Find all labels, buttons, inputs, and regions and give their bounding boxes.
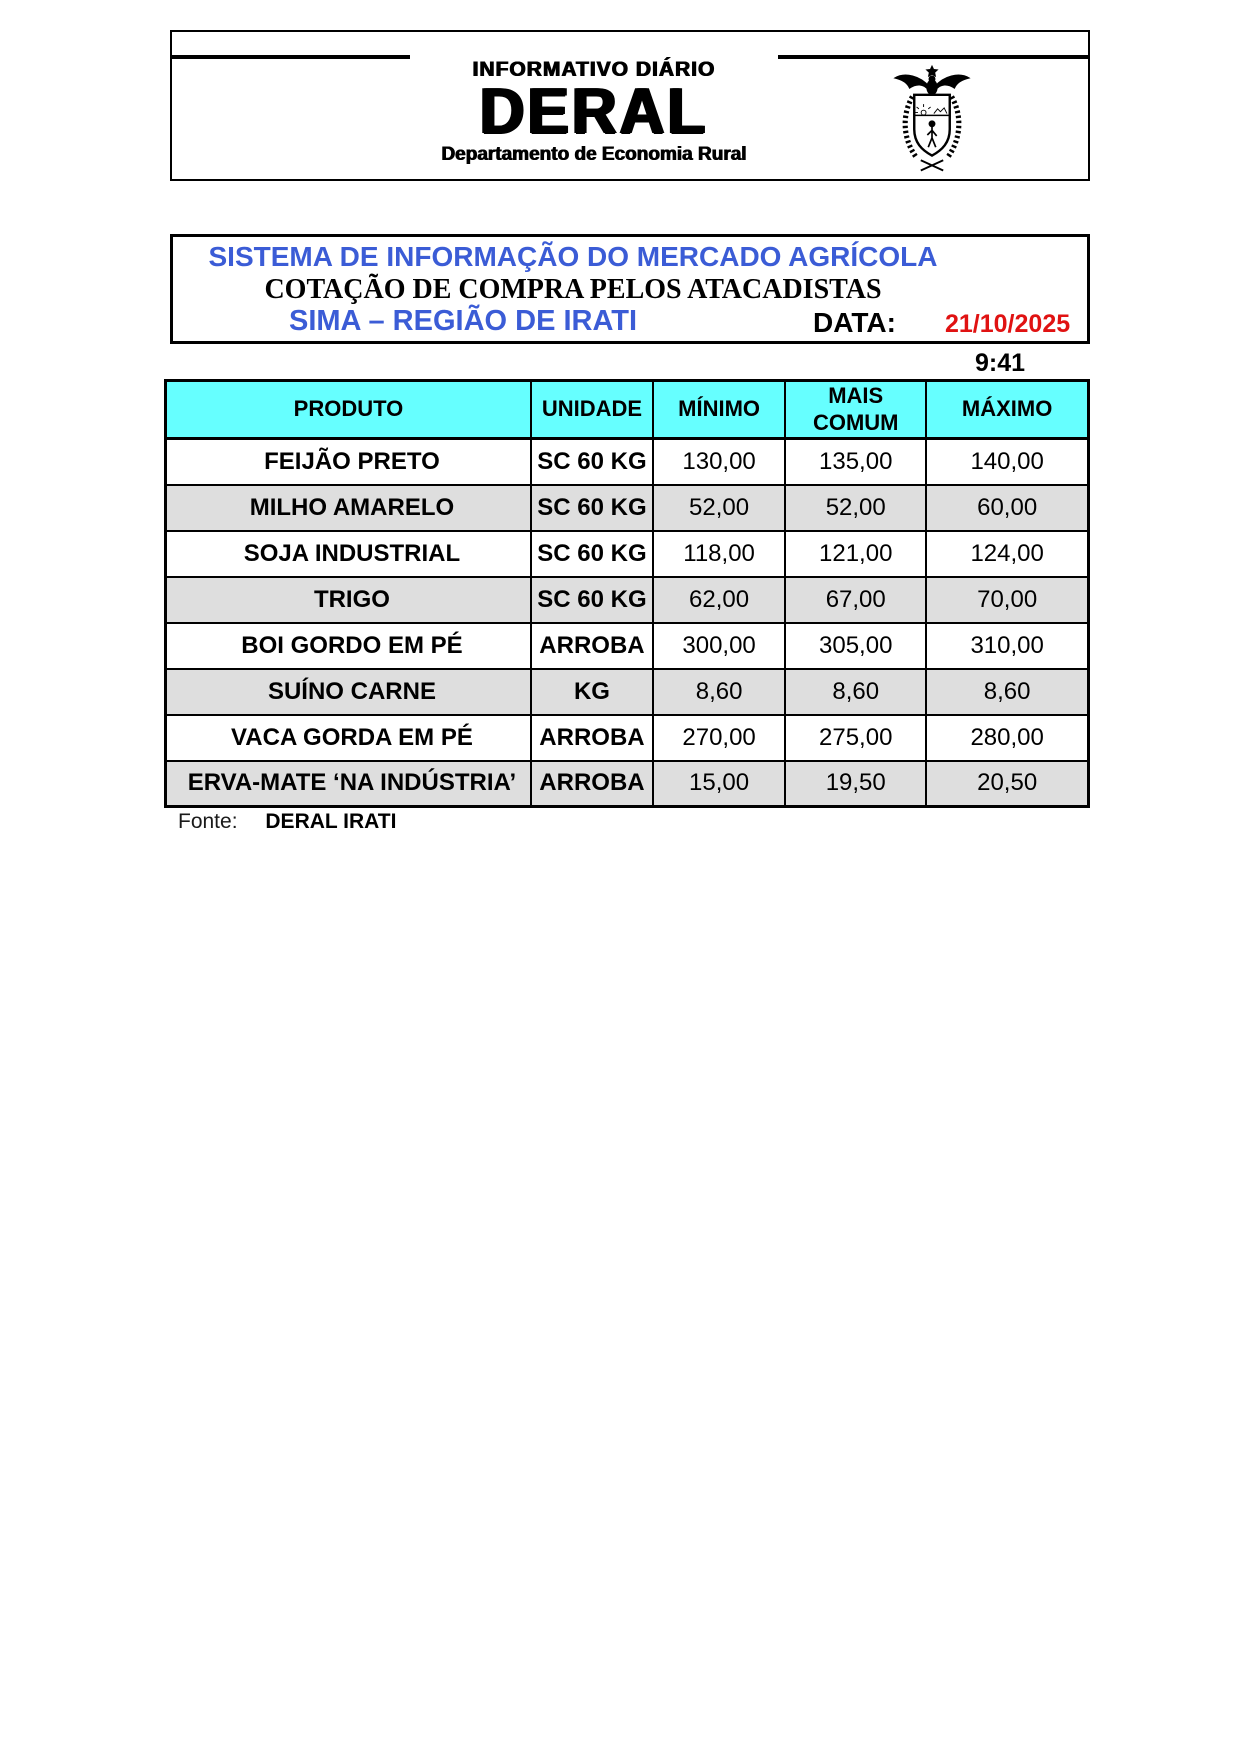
table-row [166,623,1089,669]
col-header-mais-comum: MAIS COMUM [785,381,926,439]
price-table-header [166,381,1089,439]
cell-mais-comum: 19,50 [785,761,926,807]
source-label: Fonte: [178,810,238,833]
cell-mais-comum: 67,00 [785,577,926,623]
parana-coat-of-arms-icon [884,64,980,178]
cell-produto: ERVA-MATE ‘NA INDÚSTRIA’ [166,761,531,807]
cell-minimo: 130,00 [653,439,785,485]
cell-unidade: SC 60 KG [531,485,653,531]
title-cotacao: COTAÇÃO DE COMPRA PELOS ATACADISTAS [264,274,882,305]
cell-minimo: 270,00 [653,715,785,761]
cell-produto: SOJA INDUSTRIAL [166,531,531,577]
cell-maximo: 20,50 [926,761,1088,807]
logo-deral-wordmark: DERAL [479,75,709,148]
source-value: DERAL IRATI [265,810,397,833]
cell-minimo: 300,00 [653,623,785,669]
cell-unidade: ARROBA [531,761,653,807]
date-value: 21/10/2025 [945,310,1071,338]
cell-produto: VACA GORDA EM PÉ [166,715,531,761]
report-time: 9:41 [974,349,1026,377]
cell-produto: FEIJÃO PRETO [166,439,531,485]
table-row [166,531,1089,577]
cell-mais-comum: 8,60 [785,669,926,715]
cell-mais-comum: 275,00 [785,715,926,761]
date-label: DATA: [813,307,896,338]
cell-produto: MILHO AMARELO [166,485,531,531]
cell-unidade: SC 60 KG [531,531,653,577]
col-header-maximo: MÁXIMO [926,381,1088,439]
table-row [166,761,1089,807]
col-header-unidade: UNIDADE [531,381,653,439]
deral-logo [410,52,778,166]
cell-minimo: 62,00 [653,577,785,623]
cell-mais-comum: 135,00 [785,439,926,485]
cell-unidade: ARROBA [531,623,653,669]
col-header-minimo: MÍNIMO [653,381,785,439]
cell-mais-comum: 121,00 [785,531,926,577]
cell-produto: TRIGO [166,577,531,623]
title-sima-regiao: SIMA – REGIÃO DE IRATI [289,305,638,337]
cell-produto: SUÍNO CARNE [166,669,531,715]
cell-unidade: ARROBA [531,715,653,761]
cell-mais-comum: 52,00 [785,485,926,531]
cell-maximo: 60,00 [926,485,1088,531]
cell-minimo: 15,00 [653,761,785,807]
cell-mais-comum: 305,00 [785,623,926,669]
cell-minimo: 52,00 [653,485,785,531]
table-row [166,577,1089,623]
title-sistema: SISTEMA DE INFORMAÇÃO DO MERCADO AGRÍCOLA [208,241,938,272]
source-line [178,810,396,834]
cell-maximo: 280,00 [926,715,1088,761]
table-row [166,669,1089,715]
cell-minimo: 118,00 [653,531,785,577]
logo-informativo-diario: INFORMATIVO DIÁRIO [472,58,716,81]
table-row [166,439,1089,485]
logo-departamento: Departamento de Economia Rural [441,143,747,165]
cell-unidade: KG [531,669,653,715]
table-row [166,715,1089,761]
cell-maximo: 140,00 [926,439,1088,485]
cell-unidade: SC 60 KG [531,577,653,623]
cell-produto: BOI GORDO EM PÉ [166,623,531,669]
cell-maximo: 310,00 [926,623,1088,669]
masthead [170,55,1090,181]
cell-maximo: 70,00 [926,577,1088,623]
cell-maximo: 124,00 [926,531,1088,577]
col-header-produto: PRODUTO [166,381,531,439]
title-panel [170,234,1090,344]
cell-unidade: SC 60 KG [531,439,653,485]
price-table [164,379,1090,808]
table-row [166,485,1089,531]
cell-minimo: 8,60 [653,669,785,715]
cell-maximo: 8,60 [926,669,1088,715]
